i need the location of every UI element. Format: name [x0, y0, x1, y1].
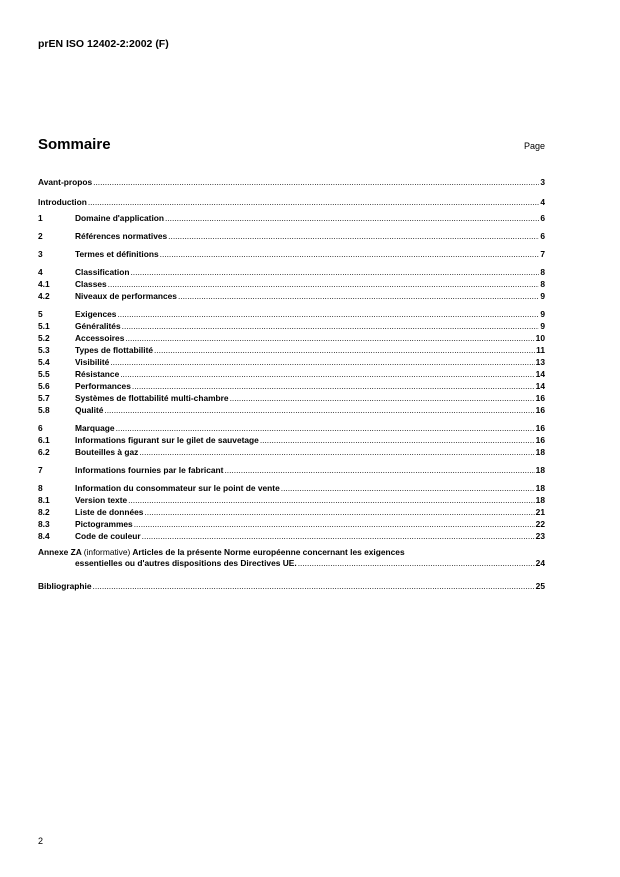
toc-entry-page: 13	[535, 357, 545, 367]
toc-entry-page: 18	[535, 495, 545, 505]
toc-entry-title: Pictogrammes	[75, 519, 133, 529]
leader-dots	[108, 279, 540, 290]
toc-entry[interactable]	[38, 231, 545, 242]
toc-entry[interactable]	[38, 393, 545, 404]
leader-dots	[132, 381, 535, 392]
bibliography-page: 25	[535, 581, 545, 591]
toc-entry-title: Références normatives	[75, 231, 168, 241]
toc-entry[interactable]	[38, 291, 545, 302]
annex-label: Annexe ZA	[38, 547, 82, 557]
toc-entry-number: 4.2	[38, 291, 50, 301]
bibliography-label: Bibliographie	[38, 581, 92, 591]
toc-entry[interactable]	[38, 177, 545, 188]
annex-title-line1: Articles de la présente Norme européenne concernant les exigences	[132, 547, 405, 557]
toc-entry-title: Classification	[75, 267, 130, 277]
toc-entry-number: 5.4	[38, 357, 50, 367]
toc-entry-page: 23	[535, 531, 545, 541]
toc-entry[interactable]	[38, 345, 545, 356]
leader-dots	[281, 483, 535, 494]
toc-entry-page: 3	[540, 177, 545, 187]
leader-dots	[168, 231, 539, 242]
toc-entry[interactable]	[38, 213, 545, 224]
toc-entry-page: 6	[540, 213, 545, 223]
toc-entry-page: 14	[535, 381, 545, 391]
toc-entry-page: 9	[540, 291, 545, 301]
toc-entry-title: Termes et définitions	[75, 249, 159, 259]
toc-entry-title: Résistance	[75, 369, 120, 379]
leader-dots	[154, 345, 535, 356]
toc-entry-title: Bouteilles à gaz	[75, 447, 139, 457]
leader-dots	[260, 435, 535, 446]
toc-entry-page: 9	[540, 321, 545, 331]
toc-entry-number: 3	[38, 249, 43, 259]
annex-qualifier: (informative)	[83, 547, 131, 557]
toc-entry-page: 18	[535, 447, 545, 457]
toc-bibliography-entry[interactable]	[38, 581, 545, 592]
toc-entry[interactable]	[38, 531, 545, 542]
leader-dots	[230, 393, 535, 404]
toc-entry-number: 5.7	[38, 393, 50, 403]
toc-entry-number: 1	[38, 213, 43, 223]
toc-entry[interactable]	[38, 197, 545, 208]
leader-dots	[128, 495, 535, 506]
toc-entry-number: 8.2	[38, 507, 50, 517]
leader-dots	[298, 558, 535, 569]
toc-entry-number: 5.3	[38, 345, 50, 355]
toc-entry-title: Qualité	[75, 405, 104, 415]
leader-dots	[139, 447, 534, 458]
toc-entry-title: Avant-propos	[38, 177, 93, 187]
toc-entry-page: 21	[535, 507, 545, 517]
toc-entry[interactable]	[38, 267, 545, 278]
annex-page: 24	[535, 558, 545, 568]
toc-entry[interactable]	[38, 333, 545, 344]
toc-entry-number: 5.2	[38, 333, 50, 343]
toc-entry-page: 8	[540, 267, 545, 277]
toc-entry-title: Informations fournies par le fabricant	[75, 465, 224, 475]
leader-dots	[110, 357, 534, 368]
leader-dots	[178, 291, 539, 302]
toc-entry-page: 18	[535, 465, 545, 475]
toc-entry-number: 5.6	[38, 381, 50, 391]
toc-entry-title: Informations figurant sur le gilet de sauvetage	[75, 435, 259, 445]
toc-entry-title: Version texte	[75, 495, 128, 505]
toc-entry-title: Généralités	[75, 321, 121, 331]
toc-entry-title: Visibilité	[75, 357, 110, 367]
annex-title-line2: essentielles ou d'autres dispositions des Directives UE.	[75, 558, 297, 568]
toc-entry-number: 2	[38, 231, 43, 241]
leader-dots	[125, 333, 534, 344]
toc-entry-page: 9	[540, 309, 545, 319]
toc-entry-number: 5.1	[38, 321, 50, 331]
toc-entry-number: 5.5	[38, 369, 50, 379]
toc-entry-title: Exigences	[75, 309, 117, 319]
toc-entry-page: 16	[535, 435, 545, 445]
toc-entry-page: 16	[535, 423, 545, 433]
document-id: prEN ISO 12402-2:2002 (F)	[38, 38, 169, 50]
leader-dots	[93, 581, 535, 592]
toc-entry-number: 5	[38, 309, 43, 319]
toc-entry-title: Introduction	[38, 197, 87, 207]
toc-entry[interactable]	[38, 279, 545, 290]
toc-annex-entry[interactable]	[38, 547, 545, 569]
toc-entry-number: 8	[38, 483, 43, 493]
toc-entry-number: 4	[38, 267, 43, 277]
toc-entry-number: 7	[38, 465, 43, 475]
toc-entry-page: 18	[535, 483, 545, 493]
leader-dots	[88, 197, 539, 208]
toc-entry-page: 7	[540, 249, 545, 259]
leader-dots	[120, 369, 534, 380]
toc-entry-number: 8.4	[38, 531, 50, 541]
toc-entry-number: 6.1	[38, 435, 50, 445]
toc-entry[interactable]	[38, 465, 545, 476]
toc-entry[interactable]	[38, 321, 545, 332]
toc-entry-page: 16	[535, 393, 545, 403]
toc-entry-number: 4.1	[38, 279, 50, 289]
toc-entry[interactable]	[38, 249, 545, 260]
toc-entry-title: Accessoires	[75, 333, 125, 343]
toc-entry[interactable]	[38, 357, 545, 368]
toc-entry-title: Liste de données	[75, 507, 144, 517]
toc-entry-title: Code de couleur	[75, 531, 141, 541]
toc-entry[interactable]	[38, 483, 545, 494]
toc-entry[interactable]	[38, 423, 545, 434]
toc-entry-title: Systèmes de flottabilité multi-chambre	[75, 393, 229, 403]
toc-entry-number: 6	[38, 423, 43, 433]
toc-entry[interactable]	[38, 405, 545, 416]
page-title: Sommaire	[38, 136, 111, 153]
toc-entry[interactable]	[38, 519, 545, 530]
toc-entry[interactable]	[38, 309, 545, 320]
toc-entry-page: 8	[540, 279, 545, 289]
toc-entry-title: Types de flottabilité	[75, 345, 154, 355]
toc-entry-page: 22	[535, 519, 545, 529]
toc-entry-number: 8.1	[38, 495, 50, 505]
toc-entry[interactable]	[38, 435, 545, 446]
toc-entry[interactable]	[38, 381, 545, 392]
toc-entry-number: 5.8	[38, 405, 50, 415]
leader-dots	[104, 405, 534, 416]
toc-entry-title: Niveaux de performances	[75, 291, 177, 301]
toc-entry-page: 4	[540, 197, 545, 207]
leader-dots	[144, 507, 534, 518]
toc-entry[interactable]	[38, 447, 545, 458]
toc-entry-title: Information du consommateur sur le point de vente	[75, 483, 280, 493]
leader-dots	[117, 309, 539, 320]
leader-dots	[134, 519, 535, 530]
toc-entry-title: Marquage	[75, 423, 115, 433]
leader-dots	[160, 249, 540, 260]
page-number: 2	[38, 836, 44, 846]
toc-entry-title: Performances	[75, 381, 131, 391]
leader-dots	[116, 423, 535, 434]
toc-entry[interactable]	[38, 495, 545, 506]
toc-entry-number: 8.3	[38, 519, 50, 529]
leader-dots	[93, 177, 539, 188]
leader-dots	[122, 321, 540, 332]
leader-dots	[224, 465, 534, 476]
toc-entry-title: Domaine d'application	[75, 213, 165, 223]
toc-entry-page: 16	[535, 405, 545, 415]
toc-entry-page: 14	[535, 369, 545, 379]
toc-entry-page: 11	[536, 345, 545, 355]
leader-dots	[142, 531, 535, 542]
leader-dots	[165, 213, 539, 224]
toc-entry[interactable]	[38, 369, 545, 380]
toc-entry-page: 6	[540, 231, 545, 241]
leader-dots	[130, 267, 539, 278]
toc-entry-page: 10	[535, 333, 545, 343]
toc-entry-title: Classes	[75, 279, 107, 289]
page-column-label: Page	[523, 141, 545, 151]
toc-entry[interactable]	[38, 507, 545, 518]
toc-entry-number: 6.2	[38, 447, 50, 457]
